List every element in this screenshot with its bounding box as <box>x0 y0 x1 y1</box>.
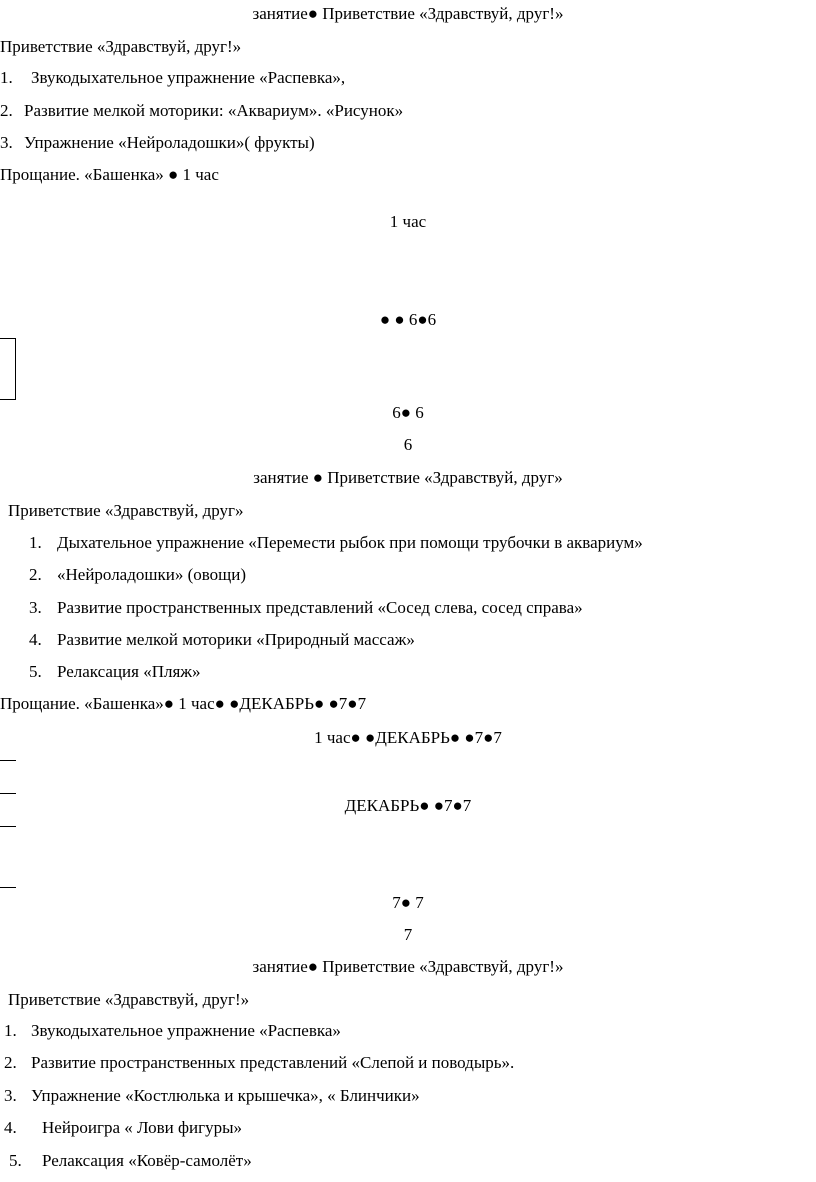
section1-number: 6 <box>403 435 413 454</box>
margin-box <box>0 338 16 400</box>
section2-marker: 7● 7 <box>392 893 424 912</box>
section1-marker: 6● 6 <box>392 403 424 422</box>
section1-hour: 1 час <box>389 212 427 231</box>
list-item: Развитие мелкой моторики «Природный массаж» <box>57 630 415 649</box>
list-item: Нейроигра « Лови фигуры» <box>42 1118 243 1137</box>
list-item-number: 3. <box>4 1086 17 1105</box>
section1-dots: ● ● 6●6 <box>379 310 437 329</box>
list-item-number: 2. <box>29 565 42 584</box>
section2-heading: занятие ● Приветствие «Здравствуй, друг» <box>253 468 563 487</box>
list-item: Звукодыхательное упражнение «Распевка», <box>31 68 346 87</box>
list-item-number: 4. <box>29 630 42 649</box>
list-item: Развитие пространственных представлений «Сосед слева, сосед справа» <box>57 598 583 617</box>
list-item: Упражнение «Костлюлька и крышечка», « Блинчики» <box>31 1086 420 1105</box>
margin-dash <box>0 887 16 888</box>
list-item-number: 4. <box>4 1118 17 1137</box>
list-item-number: 2. <box>4 1053 17 1072</box>
margin-dash <box>0 826 16 827</box>
section2-hour-line: 1 час● ●ДЕКАБРЬ● ●7●7 <box>314 728 502 747</box>
section1-greeting: Приветствие «Здравствуй, друг!» <box>0 37 242 56</box>
section3-greeting: Приветствие «Здравствуй, друг!» <box>8 990 250 1009</box>
list-item: Упражнение «Нейроладошки»( фрукты) <box>24 133 315 152</box>
section1-heading: занятие● Приветствие «Здравствуй, друг!» <box>252 4 564 23</box>
list-item-number: 2. <box>0 101 13 120</box>
list-item: Релаксация «Ковёр-самолёт» <box>42 1151 252 1170</box>
list-item: Релаксация «Пляж» <box>57 662 201 681</box>
section2-greeting: Приветствие «Здравствуй, друг» <box>8 501 244 520</box>
list-item: «Нейроладошки» (овощи) <box>57 565 246 584</box>
list-item-number: 5. <box>29 662 42 681</box>
margin-dash <box>0 793 16 794</box>
section3-heading: занятие● Приветствие «Здравствуй, друг!» <box>252 957 564 976</box>
list-item: Развитие мелкой моторики: «Аквариум». «Рисунок» <box>24 101 404 120</box>
section2-month-line: ДЕКАБРЬ● ●7●7 <box>344 796 472 815</box>
list-item: Дыхательное упражнение «Перемести рыбок при помощи трубочки в аквариум» <box>57 533 643 552</box>
section1-farewell: Прощание. «Башенка» ● 1 час <box>0 165 219 184</box>
list-item: Развитие пространственных представлений «Слепой и поводырь». <box>31 1053 515 1072</box>
list-item-number: 3. <box>0 133 13 152</box>
list-item: Звукодыхательное упражнение «Распевка» <box>31 1021 341 1040</box>
list-item-number: 1. <box>4 1021 17 1040</box>
list-item-number: 5. <box>9 1151 22 1170</box>
list-item-number: 1. <box>0 68 13 87</box>
list-item-number: 1. <box>29 533 42 552</box>
margin-dash <box>0 760 16 761</box>
list-item-number: 3. <box>29 598 42 617</box>
section2-farewell: Прощание. «Башенка»● 1 час● ●ДЕКАБРЬ● ●7●7 <box>0 694 367 713</box>
section2-number: 7 <box>403 925 413 944</box>
